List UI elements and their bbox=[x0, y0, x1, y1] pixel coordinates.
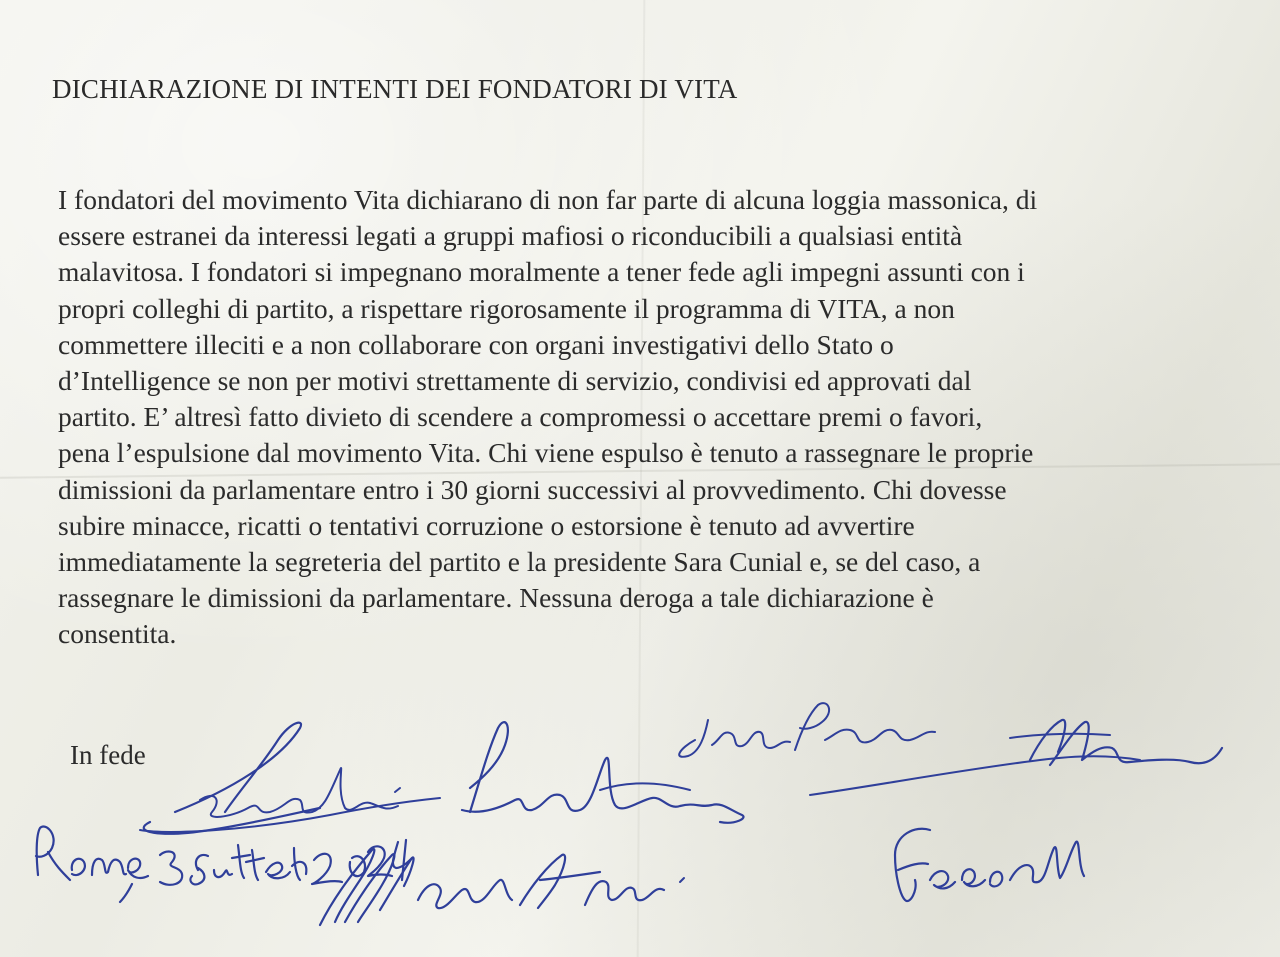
document-title: DICHIARAZIONE DI INTENTI DEI FONDATORI DI VITA bbox=[52, 74, 738, 104]
body-line: I fondatori del movimento Vita dichiarano di non far parte di alcuna loggia massonica, di bbox=[58, 184, 1038, 215]
signature-5 bbox=[320, 849, 684, 925]
body-line: malavitosa. I fondatori si impegnano moralmente a tener fede agli impegni assunti con i bbox=[58, 256, 1025, 288]
body-line: d’Intelligence se non per motivi strettamente di servizio, condivisi ed approvati dal bbox=[58, 365, 972, 397]
body-line: propri colleghi di partito, a rispettare rigorosamente il programma di VITA, a non bbox=[58, 292, 955, 324]
signature-1 bbox=[140, 723, 440, 834]
body-line: commettere illeciti e a non collaborare con organi investigativi dello Stato o bbox=[58, 328, 894, 360]
signature-2 bbox=[462, 722, 743, 823]
closing-in-fede: In fede bbox=[70, 740, 146, 770]
body-line: dimissioni da parlamentare entro i 30 giorni successivi al provvedimento. Chi dovesse bbox=[58, 473, 1007, 505]
body-line: consentita. bbox=[58, 618, 177, 650]
body-line: rassegnare le dimissioni da parlamentare. Nessuna deroga a tale dichiarazione è bbox=[58, 582, 934, 614]
signature-4 bbox=[810, 720, 1222, 795]
body-line: partito. E’ altresì fatto divieto di scendere a compromessi o accettare premi o favori, bbox=[58, 401, 983, 433]
body-line: subire minacce, ricatti o tentativi corruzione o estorsione è tenuto ad avvertire bbox=[58, 509, 915, 541]
body-line: immediatamente la segreteria del partito e la presidente Sara Cunial e, se del caso, a bbox=[58, 546, 981, 578]
signature-3 bbox=[679, 703, 935, 757]
body-line: essere estranei da interessi legati a gruppi mafiosi o riconducibili a qualsiasi entità bbox=[58, 220, 963, 252]
signature-6 bbox=[895, 829, 1084, 901]
body-line: pena l’espulsione dal movimento Vita. Chi viene espulso è tenuto a rassegnare le proprie bbox=[58, 437, 1034, 469]
handwritten-place-date bbox=[36, 826, 412, 902]
